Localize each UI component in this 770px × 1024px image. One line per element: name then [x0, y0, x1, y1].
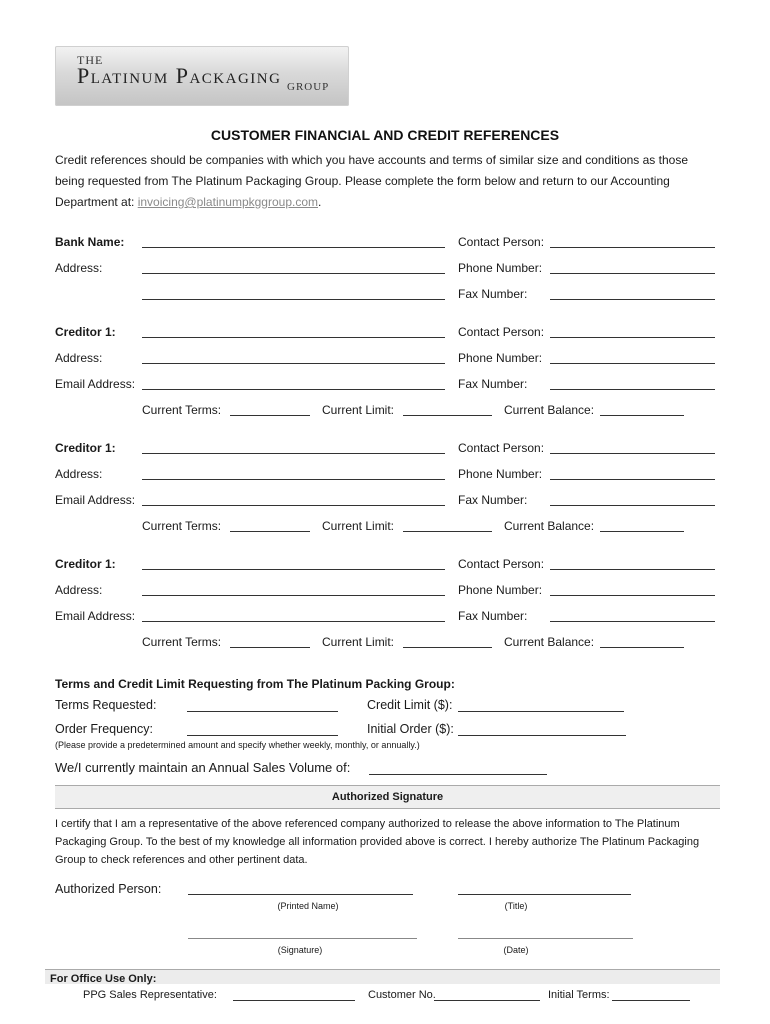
creditor-c-terms-field[interactable] [230, 647, 310, 648]
logo-line-3: GROUP [287, 81, 330, 93]
creditor-b-fax-field[interactable] [550, 505, 715, 506]
terms-requested-label: Terms Requested: [55, 698, 157, 712]
creditor-a-address-label: Address: [55, 351, 103, 365]
initial-order-label: Initial Order ($): [367, 722, 454, 736]
creditor-a-email-field[interactable] [142, 389, 445, 390]
creditor-b-terms-field[interactable] [230, 531, 310, 532]
signature-caption: (Signature) [277, 945, 323, 955]
creditor-b-address-field[interactable] [142, 479, 445, 480]
creditor-c-phone-label: Phone Number: [458, 583, 543, 597]
creditor-b-label: Creditor 1: [55, 441, 116, 455]
sales-rep-label: PPG Sales Representative: [83, 989, 217, 1001]
order-frequency-field[interactable] [187, 735, 338, 736]
creditor-b-contact-field[interactable] [550, 453, 715, 454]
signature-header-bar [55, 785, 720, 809]
creditor-c-limit-field[interactable] [403, 647, 492, 648]
creditor-c-email-label: Email Address: [55, 609, 136, 623]
creditor-c-fax-field[interactable] [550, 621, 715, 622]
creditor-a-limit-label: Current Limit: [322, 403, 395, 417]
creditor-a-terms-field[interactable] [230, 415, 310, 416]
authorized-person-label: Authorized Person: [55, 882, 162, 896]
sales-rep-field[interactable] [233, 1000, 355, 1001]
order-frequency-label: Order Frequency: [55, 722, 153, 736]
creditor-c-limit-label: Current Limit: [322, 635, 395, 649]
creditor-b-phone-field[interactable] [550, 479, 715, 480]
creditor-a-address-field[interactable] [142, 363, 445, 364]
credit-limit-field[interactable] [458, 711, 624, 712]
credit-limit-label: Credit Limit ($): [367, 698, 453, 712]
creditor-a-label: Creditor 1: [55, 325, 116, 339]
annual-volume-label: We/I currently maintain an Annual Sales Volume of: [55, 760, 351, 775]
bank-fax-label: Fax Number: [458, 287, 528, 301]
creditor-a-contact-label: Contact Person: [458, 325, 545, 339]
signature-heading: Authorized Signature [331, 791, 444, 803]
creditor-b-limit-label: Current Limit: [322, 519, 395, 533]
creditor-b-contact-label: Contact Person: [458, 441, 545, 455]
title-field[interactable] [458, 894, 631, 895]
creditor-b-email-field[interactable] [142, 505, 445, 506]
creditor-c-email-field[interactable] [142, 621, 445, 622]
creditor-b-balance-field[interactable] [600, 531, 684, 532]
creditor-b-fax-label: Fax Number: [458, 493, 528, 507]
signature-field[interactable] [188, 938, 417, 939]
company-logo [55, 46, 349, 106]
creditor-a-email-label: Email Address: [55, 377, 136, 391]
intro-end: . [318, 195, 322, 209]
printed-name-field[interactable] [188, 894, 413, 895]
creditor-a-phone-label: Phone Number: [458, 351, 543, 365]
annual-volume-field[interactable] [369, 774, 547, 775]
creditor-c-contact-label: Contact Person: [458, 557, 545, 571]
customer-no-field[interactable] [434, 1000, 540, 1001]
creditor-a-balance-field[interactable] [600, 415, 684, 416]
email-link[interactable]: invoicing@platinumpkggroup.com [137, 195, 318, 209]
certification-text: I certify that I am a representative of the above referenced company authorized to release the above information to The Platinum Packaging Group. To the best of my knowledge all information provided above is correct. I hereby authorize The Platinum Packaging Group to check references and other pertinent data. [55, 818, 700, 866]
creditor-b-terms-label: Current Terms: [142, 519, 222, 533]
terms-note: (Please provide a predetermined amount and specify whether weekly, monthly, or annually.) [55, 740, 420, 750]
creditor-a-name-field[interactable] [142, 337, 445, 338]
creditor-c-phone-field[interactable] [550, 595, 715, 596]
bank-contact-label: Contact Person: [458, 235, 545, 249]
initial-terms-label: Initial Terms: [548, 989, 610, 1001]
creditor-a-fax-field[interactable] [550, 389, 715, 390]
bank-address-field[interactable] [142, 273, 445, 274]
creditor-b-phone-label: Phone Number: [458, 467, 543, 481]
creditor-a-contact-field[interactable] [550, 337, 715, 338]
creditor-b-address-label: Address: [55, 467, 103, 481]
terms-heading: Terms and Credit Limit Requesting from The Platinum Packing Group: [55, 677, 455, 691]
bank-phone-field[interactable] [550, 273, 715, 274]
bank-contact-field[interactable] [550, 247, 715, 248]
terms-requested-field[interactable] [187, 711, 338, 712]
bank-name-field[interactable] [142, 247, 445, 248]
bank-phone-label: Phone Number: [458, 261, 543, 275]
initial-terms-field[interactable] [612, 1000, 690, 1001]
page-title: CUSTOMER FINANCIAL AND CREDIT REFERENCES [210, 127, 560, 143]
title-caption: (Title) [504, 901, 528, 911]
printed-name-caption: (Printed Name) [277, 901, 339, 911]
creditor-a-limit-field[interactable] [403, 415, 492, 416]
creditor-c-address-field[interactable] [142, 595, 445, 596]
bank-address-label: Address: [55, 261, 103, 275]
customer-no-label: Customer No. [368, 989, 436, 1001]
creditor-b-name-field[interactable] [142, 453, 445, 454]
creditor-c-balance-field[interactable] [600, 647, 684, 648]
creditor-c-terms-label: Current Terms: [142, 635, 222, 649]
bank-fax-field[interactable] [550, 299, 715, 300]
intro-paragraph [55, 150, 715, 213]
creditor-c-contact-field[interactable] [550, 569, 715, 570]
logo-line-2: Platinum Packaging [77, 63, 282, 88]
creditor-c-name-field[interactable] [142, 569, 445, 570]
creditor-b-balance-label: Current Balance: [504, 519, 595, 533]
intro-text: Credit references should be companies with which you have accounts and terms of similar size and conditions as those being requested from The Platinum Packaging Group. Please complete the form below and return to our Accounting Department at: [55, 153, 688, 209]
creditor-c-fax-label: Fax Number: [458, 609, 528, 623]
logo-line-1: THE [77, 53, 104, 67]
creditor-c-address-label: Address: [55, 583, 103, 597]
initial-order-field[interactable] [458, 735, 626, 736]
creditor-b-email-label: Email Address: [55, 493, 136, 507]
creditor-c-label: Creditor 1: [55, 557, 116, 571]
creditor-a-fax-label: Fax Number: [458, 377, 528, 391]
creditor-a-phone-field[interactable] [550, 363, 715, 364]
date-field[interactable] [458, 938, 633, 939]
creditor-c-balance-label: Current Balance: [504, 635, 595, 649]
bank-name-label: Bank Name: [55, 235, 125, 249]
creditor-a-terms-label: Current Terms: [142, 403, 222, 417]
date-caption: (Date) [503, 945, 529, 955]
creditor-a-balance-label: Current Balance: [504, 403, 595, 417]
office-use-heading: For Office Use Only: [50, 973, 157, 985]
creditor-b-limit-field[interactable] [403, 531, 492, 532]
bank-address-field-2[interactable] [142, 299, 445, 300]
